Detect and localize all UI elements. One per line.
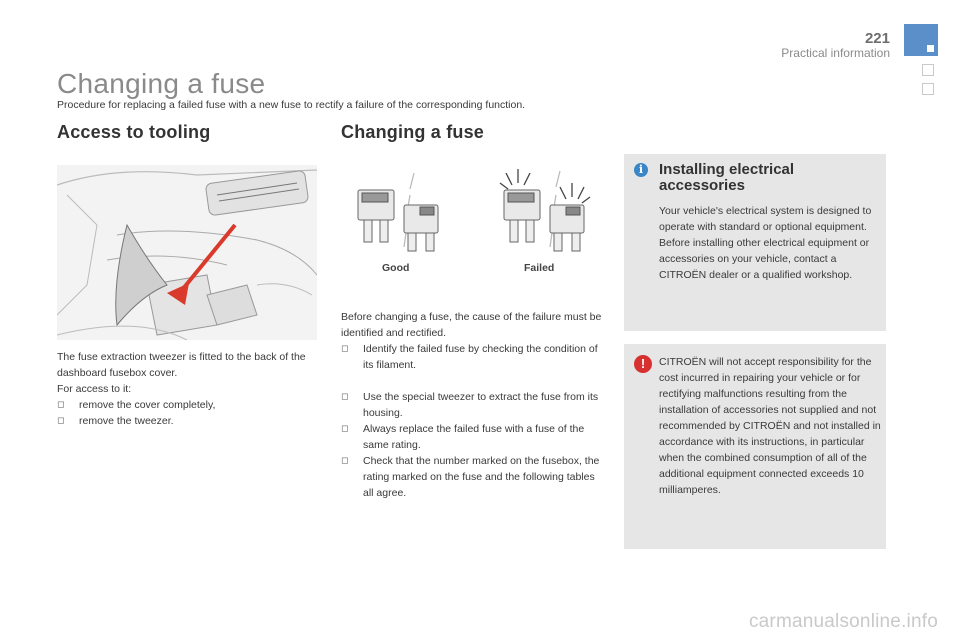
good-label: Good [382, 262, 410, 274]
list-item: ◻ Identify the failed fuse by checking the condition of its filament. [341, 343, 598, 371]
list-item: ◻ Use the special tweezer to extract the fuse from its housing. [341, 391, 599, 419]
changing-text [341, 309, 603, 501]
page-number: 221 [864, 30, 890, 47]
access-heading: Access to tooling [57, 122, 211, 142]
checkbox-bullet-icon: ◻ [341, 424, 349, 434]
info-box [624, 154, 886, 331]
list-item: ◻ Always replace the failed fuse with a fuse of the same rating. [341, 423, 585, 451]
intro-text: Procedure for replacing a failed fuse with a new fuse to rectify a failure of the corresponding function. [57, 99, 526, 111]
failed-label: Failed [524, 262, 555, 274]
list-item: ◻ remove the tweezer. [57, 415, 174, 427]
failed-fuse-illustration [496, 165, 596, 255]
checkbox-bullet-icon: ◻ [57, 400, 65, 410]
section-tab-empty [922, 83, 934, 95]
info-box-title: Installing electrical accessories [659, 161, 795, 194]
page-title: Changing a fuse [57, 68, 266, 99]
checkbox-bullet-icon: ◻ [341, 392, 349, 402]
checkbox-bullet-icon: ◻ [341, 344, 349, 354]
watermark: carmanualsonline.info [748, 611, 938, 632]
section-tab-empty [922, 64, 934, 76]
changing-heading: Changing a fuse [341, 122, 485, 142]
warning-icon: ! [634, 355, 652, 373]
info-box-body: Your vehicle's electrical system is designed to operate with standard or optional equipment. Before installing other electrical equipment or accessories on your vehicle, contact a CITROËN dealer or a qualified workshop. [659, 205, 872, 281]
access-paragraph: The fuse extraction tweezer is fitted to the back of the dashboard fusebox cover. [57, 351, 306, 379]
checkbox-bullet-icon: ◻ [57, 416, 65, 426]
warning-box [624, 344, 886, 549]
good-fuse-illustration [350, 165, 450, 255]
access-text [57, 349, 319, 429]
checkbox-bullet-icon: ◻ [341, 456, 349, 466]
list-item: ◻ remove the cover completely, [57, 399, 216, 411]
changing-paragraph: Before changing a fuse, the cause of the failure must be identified and rectified. [341, 311, 602, 339]
access-lead: For access to it: [57, 383, 132, 395]
warning-box-body: CITROËN will not accept responsibility for the cost incurred in repairing your vehicle or for rectifying malfunctions resulting from the installation of accessories not supplied and not recommended by CITROËN and not installed in accordance with its instructions, in particular when the combined consumption of all of the additional equipment connected exceeds 10 milliamperes. [659, 356, 881, 496]
info-icon: i [634, 163, 648, 177]
section-label: Practical information [781, 46, 890, 60]
list-item: ◻ Check that the number marked on the fusebox, the rating marked on the fuse and the following tables all agree. [341, 455, 600, 499]
section-tab-active [904, 24, 938, 56]
dashboard-illustration [57, 165, 317, 340]
